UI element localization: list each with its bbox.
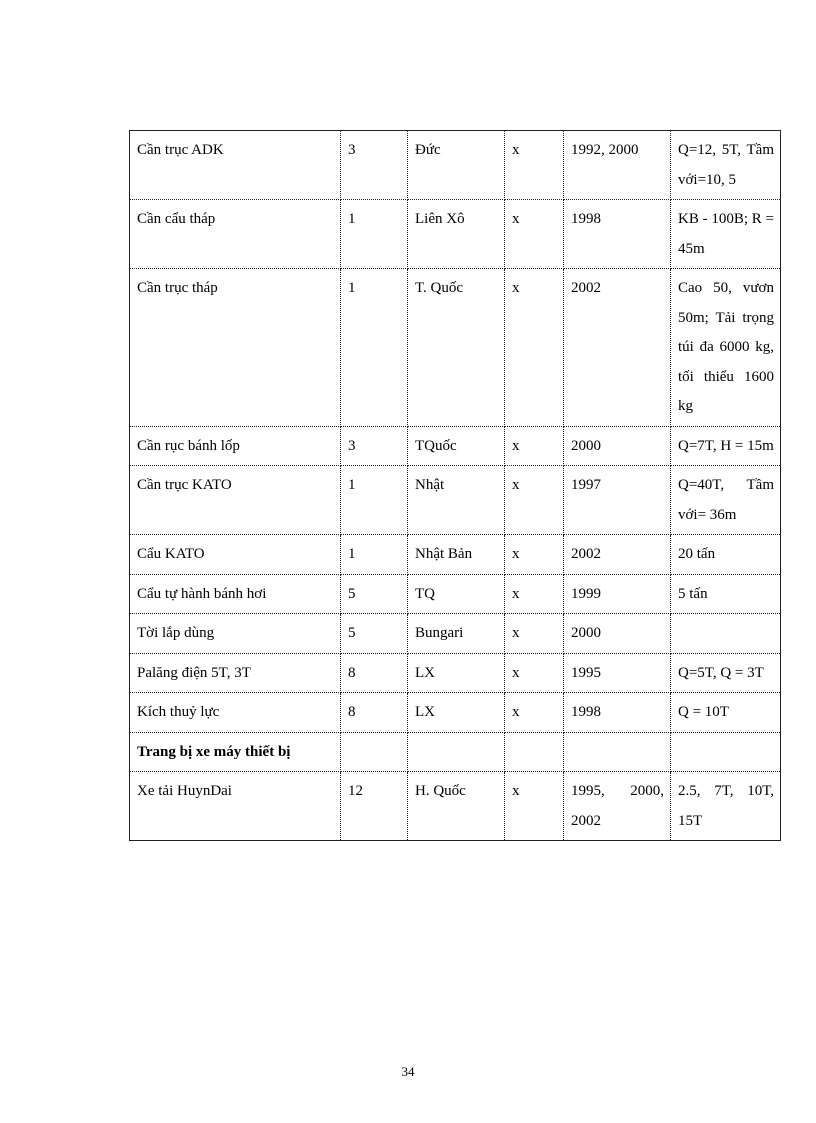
cell-spec: 20 tấn: [671, 535, 781, 575]
cell-qty: 12: [341, 772, 408, 841]
cell-spec: 2.5, 7T, 10T, 15T: [671, 772, 781, 841]
cell-name: Cẩu tự hành bánh hơi: [130, 574, 341, 614]
cell-qty: 1: [341, 269, 408, 427]
cell-origin: Liên Xô: [408, 200, 505, 269]
cell-qty: 8: [341, 653, 408, 693]
cell-qty: 1: [341, 466, 408, 535]
cell-mark: x: [505, 269, 564, 427]
table-row: [130, 574, 781, 614]
section-header-row: [130, 732, 781, 772]
cell-name: Palăng điện 5T, 3T: [130, 653, 341, 693]
cell-name: Cần cẩu tháp: [130, 200, 341, 269]
cell-name: Cần trục ADK: [130, 131, 341, 200]
cell-mark: x: [505, 574, 564, 614]
cell-origin: T. Quốc: [408, 269, 505, 427]
cell-year: 2000: [564, 614, 671, 654]
cell-year: 1995: [564, 653, 671, 693]
cell-name: Cần trục KATO: [130, 466, 341, 535]
cell-origin: TQ: [408, 574, 505, 614]
table-row: [130, 653, 781, 693]
cell-mark: x: [505, 653, 564, 693]
page-number: 34: [401, 1064, 415, 1079]
cell-spec: 5 tấn: [671, 574, 781, 614]
cell-year: 1992, 2000: [564, 131, 671, 200]
cell-qty: 1: [341, 535, 408, 575]
cell-year: 1995, 2000, 2002: [564, 772, 671, 841]
cell-origin: H. Quốc: [408, 772, 505, 841]
cell-mark: x: [505, 614, 564, 654]
table-row: [130, 200, 781, 269]
table-row: [130, 269, 781, 427]
cell-year: 1998: [564, 693, 671, 733]
cell-year: 2002: [564, 269, 671, 427]
cell-mark: x: [505, 131, 564, 200]
cell-spec: [671, 614, 781, 654]
cell-spec: Q=5T, Q = 3T: [671, 653, 781, 693]
cell-qty: 8: [341, 693, 408, 733]
cell-year: 1998: [564, 200, 671, 269]
cell-origin: TQuốc: [408, 426, 505, 466]
cell-origin: LX: [408, 653, 505, 693]
cell-origin: Nhật Bản: [408, 535, 505, 575]
cell-year: 2000: [564, 426, 671, 466]
cell-qty: 1: [341, 200, 408, 269]
cell-origin: Nhật: [408, 466, 505, 535]
cell-empty: [671, 732, 781, 772]
cell-mark: x: [505, 535, 564, 575]
cell-mark: x: [505, 200, 564, 269]
cell-empty: [408, 732, 505, 772]
cell-empty: [341, 732, 408, 772]
table-row: [130, 535, 781, 575]
table-row: [130, 466, 781, 535]
cell-year: 1997: [564, 466, 671, 535]
cell-mark: x: [505, 466, 564, 535]
cell-name: Kích thuỷ lực: [130, 693, 341, 733]
cell-qty: 5: [341, 614, 408, 654]
cell-origin: Đức: [408, 131, 505, 200]
cell-spec: Q=7T, H = 15m: [671, 426, 781, 466]
cell-name: Cần trục tháp: [130, 269, 341, 427]
cell-mark: x: [505, 426, 564, 466]
cell-spec: KB - 100B; R = 45m: [671, 200, 781, 269]
cell-name: Cần rục bánh lốp: [130, 426, 341, 466]
cell-name: Tời lắp dùng: [130, 614, 341, 654]
cell-name: Xe tải HuynDai: [130, 772, 341, 841]
equipment-table: [129, 130, 781, 841]
cell-empty: [505, 732, 564, 772]
cell-spec: Q=12, 5T, Tầm với=10, 5: [671, 131, 781, 200]
table-row: [130, 693, 781, 733]
cell-origin: LX: [408, 693, 505, 733]
cell-name: Cẩu KATO: [130, 535, 341, 575]
cell-qty: 3: [341, 131, 408, 200]
cell-origin: Bungari: [408, 614, 505, 654]
cell-year: 1999: [564, 574, 671, 614]
cell-spec: Cao 50, vươn 50m; Tải trọng túi đa 6000 kg, tối thiểu 1600 kg: [671, 269, 781, 427]
cell-mark: x: [505, 693, 564, 733]
table-row: [130, 426, 781, 466]
table-row: [130, 772, 781, 841]
table-row: [130, 131, 781, 200]
cell-year: 2002: [564, 535, 671, 575]
cell-mark: x: [505, 772, 564, 841]
table-row: [130, 614, 781, 654]
section-header: Trang bị xe máy thiết bị: [130, 732, 341, 772]
cell-qty: 3: [341, 426, 408, 466]
cell-empty: [564, 732, 671, 772]
cell-spec: Q = 10T: [671, 693, 781, 733]
cell-spec: Q=40T, Tầm với= 36m: [671, 466, 781, 535]
cell-qty: 5: [341, 574, 408, 614]
